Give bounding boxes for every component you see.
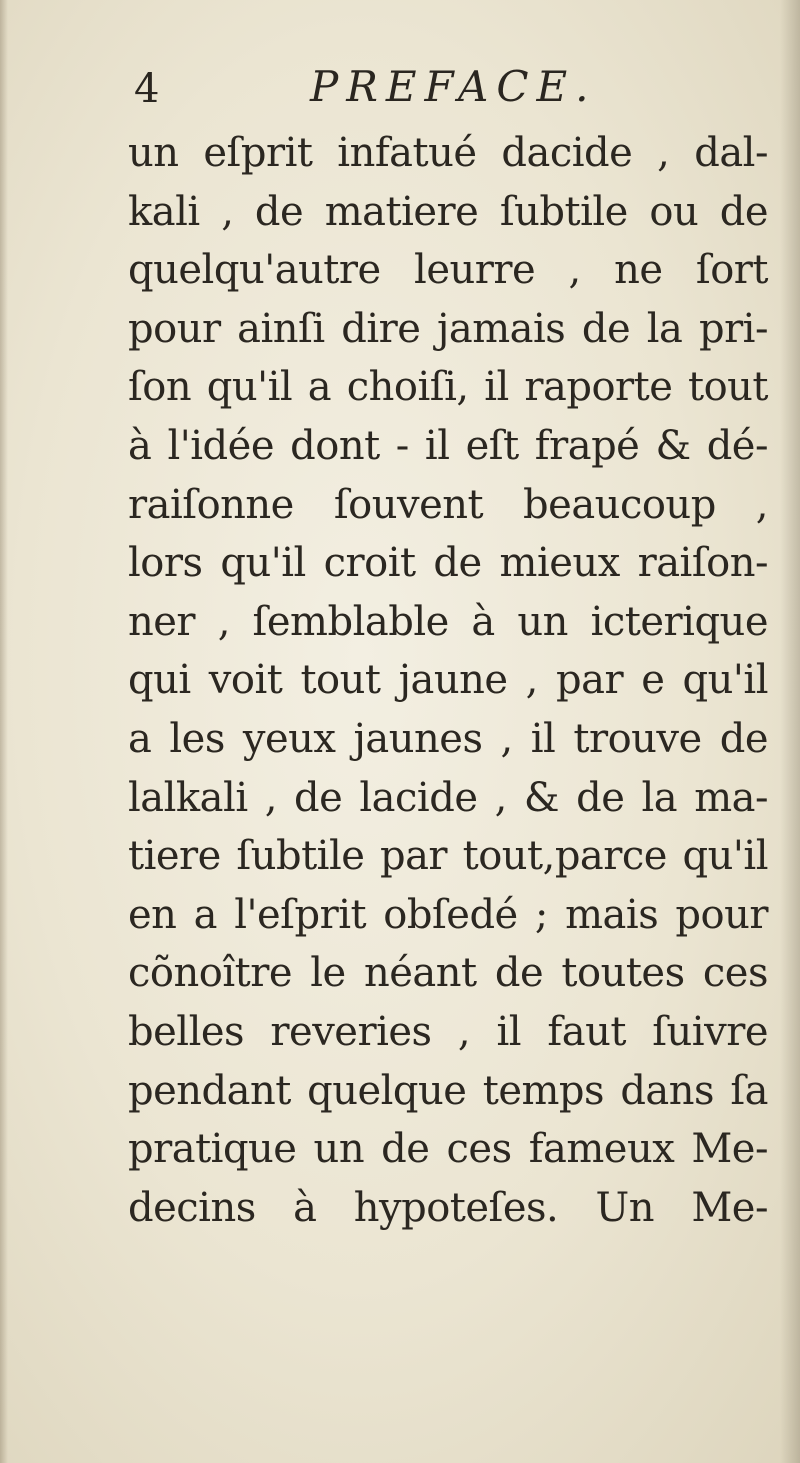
page-number: 4 (134, 66, 160, 112)
page-left-edge-shadow (0, 0, 8, 1463)
text-line: lors qu'il croit de mieux raiſon- (128, 540, 768, 587)
text-line: quelqu'autre leurre , ne ſort (128, 247, 768, 294)
text-line: ſon qu'il a choiſi, il raporte tout (128, 364, 768, 411)
text-line: un eſprit infatué dacide , dal- (128, 130, 768, 176)
text-line: qui voit tout jaune , par e qu'il (128, 657, 768, 704)
text-line: kali , de matiere ſubtile ou de (128, 188, 768, 235)
page-gutter-shadow (780, 0, 800, 1463)
text-line: tiere ſubtile par tout,parce qu'il (128, 833, 768, 880)
text-line: raiſonne ſouvent beaucoup , (128, 481, 768, 528)
text-line: à l'idée dont - il eſt frapé & dé- (128, 422, 768, 469)
text-line: cõnoître le néant de toutes ces (128, 950, 768, 997)
text-line: pratique un de ces fameux Me- (128, 1126, 768, 1173)
text-line: a les yeux jaunes , il trouve de (128, 715, 768, 762)
text-line: belles reveries , il faut ſuivre (128, 1008, 768, 1055)
running-title: PREFACE. (310, 62, 597, 111)
text-line: lalkali , de lacide , & de la ma- (128, 774, 768, 821)
text-line: pour ainſi dire jamais de la pri- (128, 305, 768, 352)
text-line: pendant quelque temps dans ſa (128, 1067, 768, 1114)
text-line: decins à hypoteſes. Un Me- (128, 1184, 768, 1231)
page-header (134, 58, 734, 118)
text-line: ner , ſemblable à un icterique (128, 598, 768, 645)
body-text (128, 124, 768, 1237)
text-line: en a l'eſprit obſedé ; mais pour (128, 891, 768, 938)
